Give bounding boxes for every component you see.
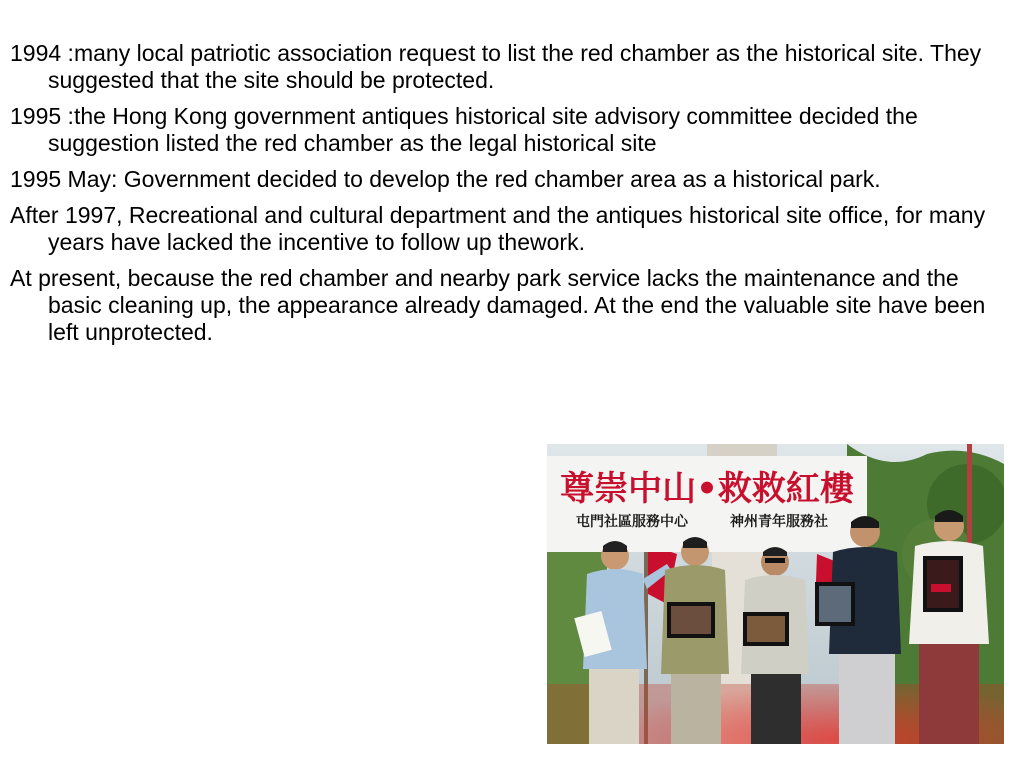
paragraph-at-present: At present, because the red chamber and nearby park service lacks the maintenance and the basic cleaning up, the appearance already damaged. At the end the valuable site have been left unprotected.	[10, 265, 986, 345]
paragraph-1995: 1995 :the Hong Kong government antiques historical site advisory committee decided the suggestion listed the red chamber as the legal historical site	[10, 103, 918, 156]
paragraph-1995-may: 1995 May: Government decided to develop the red chamber area as a historical park.	[10, 166, 881, 192]
person-5	[909, 510, 989, 744]
banner-org-left: 屯門社區服務中心	[576, 514, 688, 530]
text-block	[10, 40, 1000, 355]
paragraph-after-1997: After 1997, Recreational and cultural department and the antiques historical site office, for many years have lacked the incentive to follow up thework.	[10, 202, 986, 255]
paragraph-1994: 1994 :many local patriotic association request to list the red chamber as the historical site. They suggested that the site should be protected.	[10, 40, 982, 93]
banner-org-right: 神州青年服務社	[730, 514, 828, 530]
banner-title: 尊崇中山•救救紅樓	[560, 469, 854, 509]
protest-photo	[547, 444, 1004, 744]
